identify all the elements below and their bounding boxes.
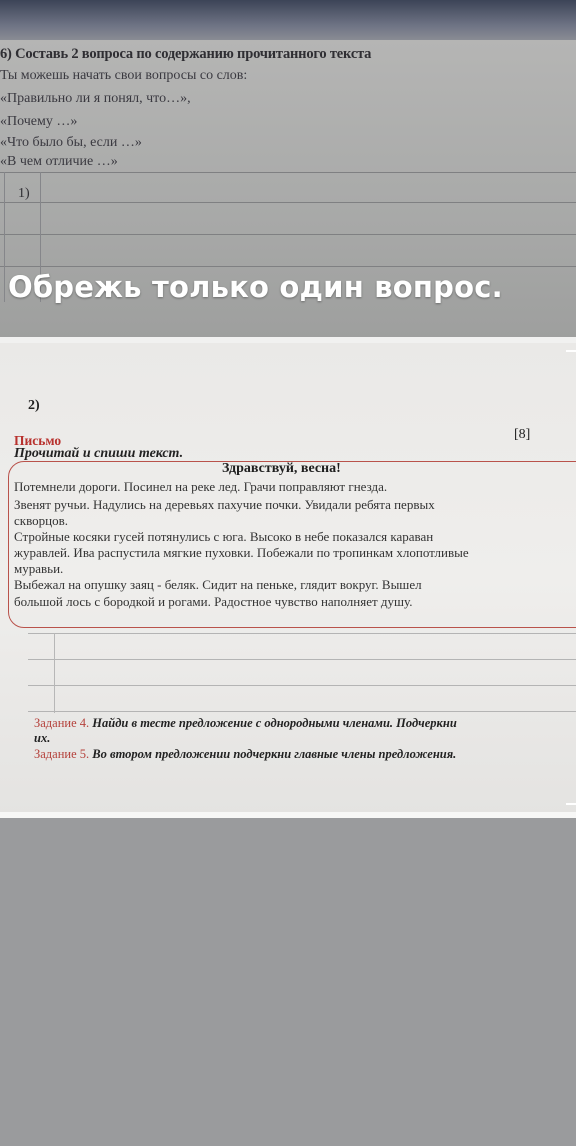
answer-number: 1) xyxy=(18,186,30,201)
writing-line xyxy=(28,685,576,686)
task-4 xyxy=(34,716,457,731)
section-number: 2) xyxy=(28,398,40,413)
answer-line xyxy=(0,172,576,173)
instruction-text: Прочитай и спиши текст. xyxy=(14,446,184,461)
text-heading: Здравствуй, весна! xyxy=(222,461,341,476)
task-5-label: Задание 5. xyxy=(34,747,90,761)
paragraph-line: Выбежал на опушку заяц - беляк. Сидит на пеньке, глядит вокруг. Вышел xyxy=(14,577,422,592)
paragraph-line: журавлей. Ива распустила мягкие пуховки. Побежали по тропинкам хлопотливые xyxy=(14,545,469,560)
section-title: Письмо xyxy=(14,433,62,448)
prompt-line: «Почему …» xyxy=(0,114,78,129)
overlay-caption: Обрежь только один вопрос. xyxy=(8,270,503,304)
prompt-line: «Правильно ли я понял, что…», xyxy=(0,91,191,106)
writing-lines xyxy=(28,633,576,713)
margin-line xyxy=(4,172,5,302)
paragraph-line: Потемнели дороги. Посинел на реке лед. Грачи поправляют гнезда. xyxy=(14,479,388,494)
prompt-line: Ты можешь начать свои вопросы со слов: xyxy=(0,68,248,83)
writing-line xyxy=(28,659,576,660)
photo-bottom-edge xyxy=(0,812,576,818)
task-5 xyxy=(34,747,456,762)
writing-line xyxy=(28,633,576,634)
answer-line xyxy=(0,234,576,235)
prompt-line: «Что было бы, если …» xyxy=(0,135,142,150)
score-badge: [8] xyxy=(514,427,531,442)
paragraph-line: муравьи. xyxy=(14,561,64,576)
edge-marker xyxy=(566,803,576,805)
task-4-label: Задание 4. xyxy=(34,716,90,730)
paragraph-line: скворцов. xyxy=(14,513,68,528)
task-5-text: Во втором предложении подчеркни главные члены предложения. xyxy=(92,747,457,761)
paragraph-line: Стройные косяки гусей потянулись с юга. Высоко в небе показался караван xyxy=(14,529,434,544)
task-4-continuation: их. xyxy=(34,731,51,745)
answer-line xyxy=(0,266,576,267)
task-4-text: Найди в тесте предложение с однородными членами. Подчеркни xyxy=(92,716,457,730)
lower-worksheet-photo xyxy=(0,343,576,815)
photo-top-edge xyxy=(0,0,576,42)
paragraph-line: большой лось с бородкой и рогами. Радостное чувство наполняет душу. xyxy=(14,594,413,609)
task-6-title: 6) Составь 2 вопроса по содержанию прочитанного текста xyxy=(0,46,372,62)
writing-margin-line xyxy=(54,633,55,713)
writing-line xyxy=(28,711,576,712)
paragraph-line: Звенят ручьи. Надулись на деревьях пахучие почки. Увидали ребята первых xyxy=(14,497,435,512)
answer-line xyxy=(0,202,576,203)
edge-marker xyxy=(566,350,576,352)
prompt-line: «В чем отличие …» xyxy=(0,154,118,169)
